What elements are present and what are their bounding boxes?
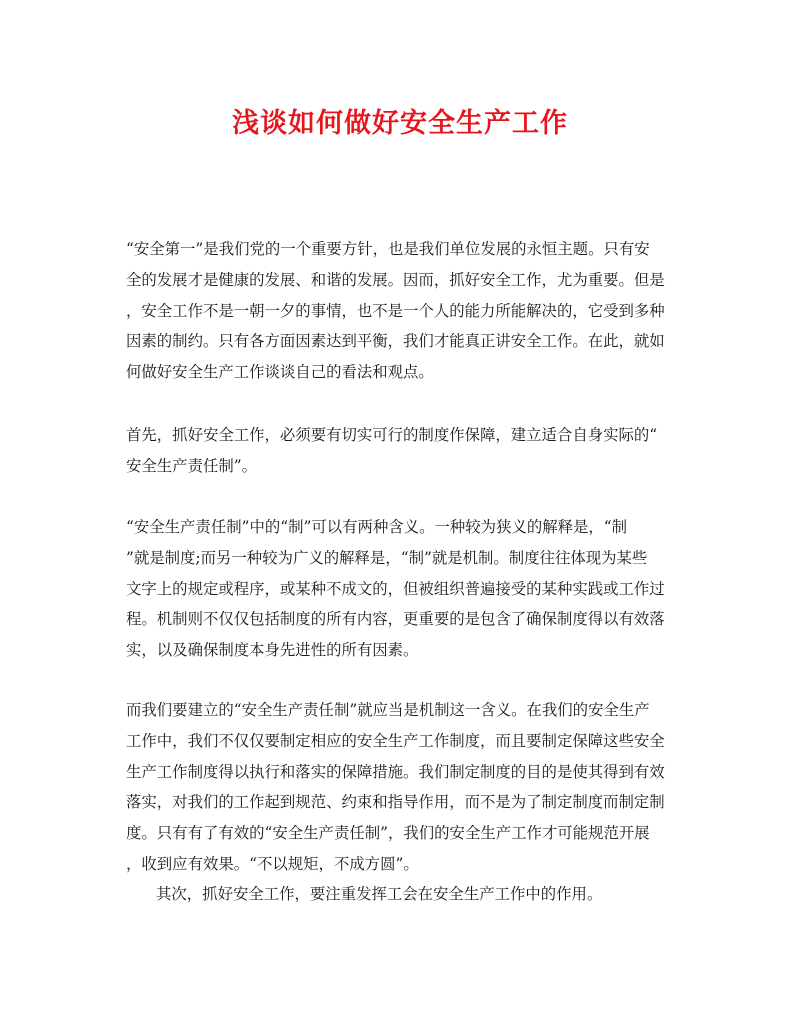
text-line: 而我们要建立的“安全生产责任制”就应当是机制这一含义。在我们的安全生产 — [126, 701, 650, 719]
paragraph-intro — [126, 234, 674, 388]
text-line: 何做好安全生产工作谈谈自己的看法和观点。 — [126, 363, 434, 382]
paragraph-first-point — [126, 420, 674, 482]
text-line: 因素的制约。只有各方面因素达到平衡，我们才能真正讲安全工作。在此，就如 — [126, 332, 665, 351]
text-line: 其次，抓好安全工作，要注重发挥工会在安全生产工作中的作用。 — [156, 885, 603, 903]
text-line: 文字上的规定或程序，或某种不成文的，但被组织普遍接受的某种实践或工作过 — [126, 579, 665, 598]
text-line: 落实，对我们的工作起到规范、约束和指导作用，而不是为了制定制度而制定制 — [126, 793, 665, 812]
text-line: “安全第一”是我们党的一个重要方针，也是我们单位发展的永恒主题。只有安 — [126, 240, 650, 258]
text-line: 程。机制则不仅仅包括制度的所有内容，更重要的是包含了确保制度得以有效落 — [126, 610, 665, 629]
text-line: 实，以及确保制度本身先进性的所有因素。 — [126, 641, 419, 660]
text-line: ”就是制度;而另一种较为广义的解释是，“制”就是机制。制度往往体现为某些 — [126, 548, 648, 567]
text-line: ，收到应有效果。“不以规矩，不成方圆”。 — [126, 854, 419, 873]
paragraph-responsibility-meaning — [126, 512, 674, 666]
text-line: 生产工作制度得以执行和落实的保障措施。我们制定制度的目的是使其得到有效 — [126, 762, 665, 781]
text-line: “安全生产责任制”中的“制”可以有两种含义。一种较为狭义的解释是，“制 — [126, 518, 628, 536]
paragraph-mechanism — [126, 695, 674, 880]
paragraph-second-point — [126, 879, 674, 910]
text-line: 全的发展才是健康的发展、和谐的发展。因而，抓好安全工作，尤为重要。但是 — [126, 270, 665, 289]
text-line: 首先，抓好安全工作，必须要有切实可行的制度作保障，建立适合自身实际的“ — [126, 426, 658, 444]
document-title: 浅谈如何做好安全生产工作 — [232, 108, 568, 139]
text-line: ，安全工作不是一朝一夕的事情，也不是一个人的能力所能解决的，它受到多种 — [126, 301, 665, 320]
text-line: 度。只有有了有效的“安全生产责任制”，我们的安全生产工作才可能规范开展 — [126, 824, 650, 843]
text-line: 工作中，我们不仅仅要制定相应的安全生产工作制度，而且要制定保障这些安全 — [126, 731, 665, 750]
text-line: 安全生产责任制”。 — [126, 456, 257, 475]
